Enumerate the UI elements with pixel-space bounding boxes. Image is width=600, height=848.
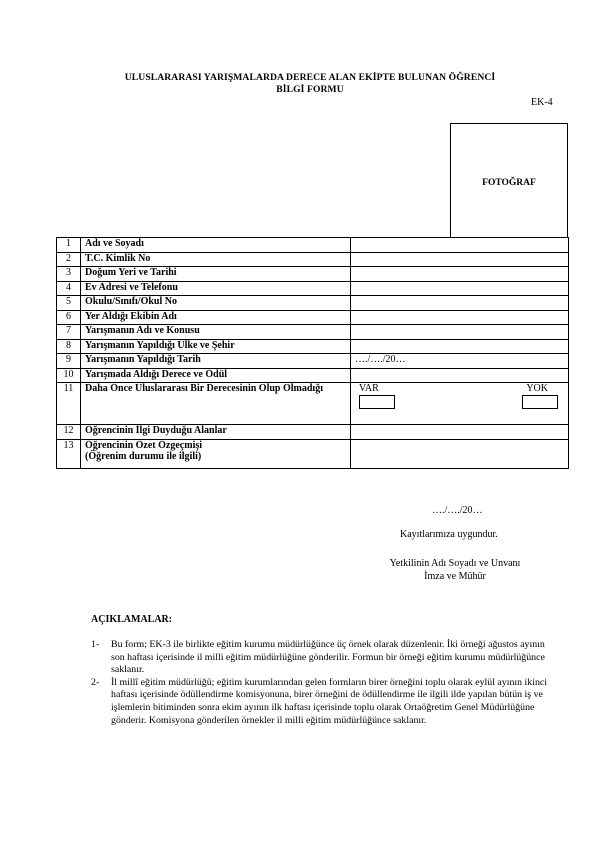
table-row [57,354,569,369]
appendix-label: EK-4 [531,97,553,108]
form-title-line1: ULUSLARARASI YARIŞMALARDA DERECE ALAN EKİPTE BULUNAN ÖĞRENCİ [124,72,496,83]
row-number: 10 [57,368,81,383]
row-label-line1: Öğrencinin Özet Özgeçmişi [85,439,203,451]
award-field[interactable] [351,368,569,383]
row-number: 8 [57,339,81,354]
table-row [57,267,569,282]
confirmation-text: Kayıtlarımıza uygundur. [400,529,498,540]
yok-label: YOK [526,383,548,394]
table-row [57,425,569,440]
row-number: 11 [57,383,81,425]
row-number: 3 [57,267,81,282]
row-number: 9 [57,354,81,369]
row-label: Adı ve Soyadı [81,238,351,253]
list-item [91,677,561,727]
table-row [57,325,569,340]
table-row [57,368,569,383]
school-field[interactable] [351,296,569,311]
var-label: VAR [359,383,379,394]
competition-field[interactable] [351,325,569,340]
row-number: 12 [57,425,81,440]
row-label: Öğrencinin İlgi Duyduğu Alanlar [81,425,351,440]
explanations-list [91,639,561,727]
table-row [57,310,569,325]
row-number: 5 [57,296,81,311]
row-number: 1 [57,238,81,253]
photo-label: FOTOĞRAF [482,178,536,188]
interests-field[interactable] [351,425,569,440]
previous-degree-cell [351,383,569,425]
signature-line1: Yetkilinin Adı Soyadı ve Unvanı [389,558,521,569]
info-table [56,237,569,469]
note-text: İl millî eğitim müdürlüğü; eğitim kurumlarından gelen formların birer örneğini toplu olarak eylül ayının ikinci haftası içerisinde ödüllendirme komisyonuna, birer örneğini de ödüllendirme ile ilgili ilde yapılan bütün iş ve işlemlerin bitiminden sonra ekim ayının ilk haftası içerisinde toplu olarak Ortaöğretim Genel Müdürlüğüne gönderir. Komisyona gönderilen örnekler il milli eğitim müdürlüğünce saklanır. [111,676,548,726]
photo-box[interactable] [450,123,568,238]
row-number: 7 [57,325,81,340]
row-label: Ev Adresi ve Telefonu [81,281,351,296]
signature-date: …./…./20… [432,505,483,516]
id-number-field[interactable] [351,252,569,267]
list-item [91,639,561,677]
row-label: Yer Aldığı Ekibin Adı [81,310,351,325]
table-row [57,339,569,354]
table-row [57,383,569,425]
row-label: Yarışmanın Yapıldığı Tarih [81,354,351,369]
row-number: 4 [57,281,81,296]
row-label: Yarışmanın Adı ve Konusu [81,325,351,340]
signature-block [370,557,540,583]
form-title [60,72,560,96]
table-row [57,252,569,267]
note-number: 2- [91,676,100,688]
row-label: Doğum Yeri ve Tarihi [81,267,351,282]
row-number: 13 [57,439,81,468]
location-field[interactable] [351,339,569,354]
date-field[interactable]: …./…./20… [351,354,569,369]
resume-field[interactable] [351,439,569,468]
table-row [57,281,569,296]
birth-field[interactable] [351,267,569,282]
row-label: Yarışmanın Yapıldığı Ülke ve Şehir [81,339,351,354]
row-label [81,439,351,468]
name-field[interactable] [351,238,569,253]
team-field[interactable] [351,310,569,325]
note-number: 1- [91,639,100,650]
address-field[interactable] [351,281,569,296]
table-row [57,238,569,253]
table-row [57,296,569,311]
row-label: Daha Önce Uluslararası Bir Derecesinin Olup Olmadığı [81,383,351,425]
table-row [57,439,569,468]
form-title-line2: BİLGİ FORMU [276,84,344,95]
var-checkbox[interactable] [359,395,395,409]
row-label-line2: (Öğrenim durumu ile ilgili) [85,451,202,462]
yok-checkbox[interactable] [522,395,558,409]
signature-line2: İmza ve Mühür [424,571,486,582]
row-number: 6 [57,310,81,325]
row-label: T.C. Kimlik No [81,252,351,267]
row-label: Okulu/Sınıfı/Okul No [81,296,351,311]
row-label: Yarışmada Aldığı Derece ve Ödül [81,368,351,383]
note-text: Bu form; EK-3 ile birlikte eğitim kurumu müdürlüğünce üç örnek olarak düzenlenir. İki örneği ağustos ayının son haftası içerisinde il milli eğitim müdürlüğüne gönderilir. Formun bir örneği eğitim kurumu müdürlüğünce saklanır. [111,639,545,676]
explanations-title: AÇIKLAMALAR: [91,614,173,625]
row-number: 2 [57,252,81,267]
